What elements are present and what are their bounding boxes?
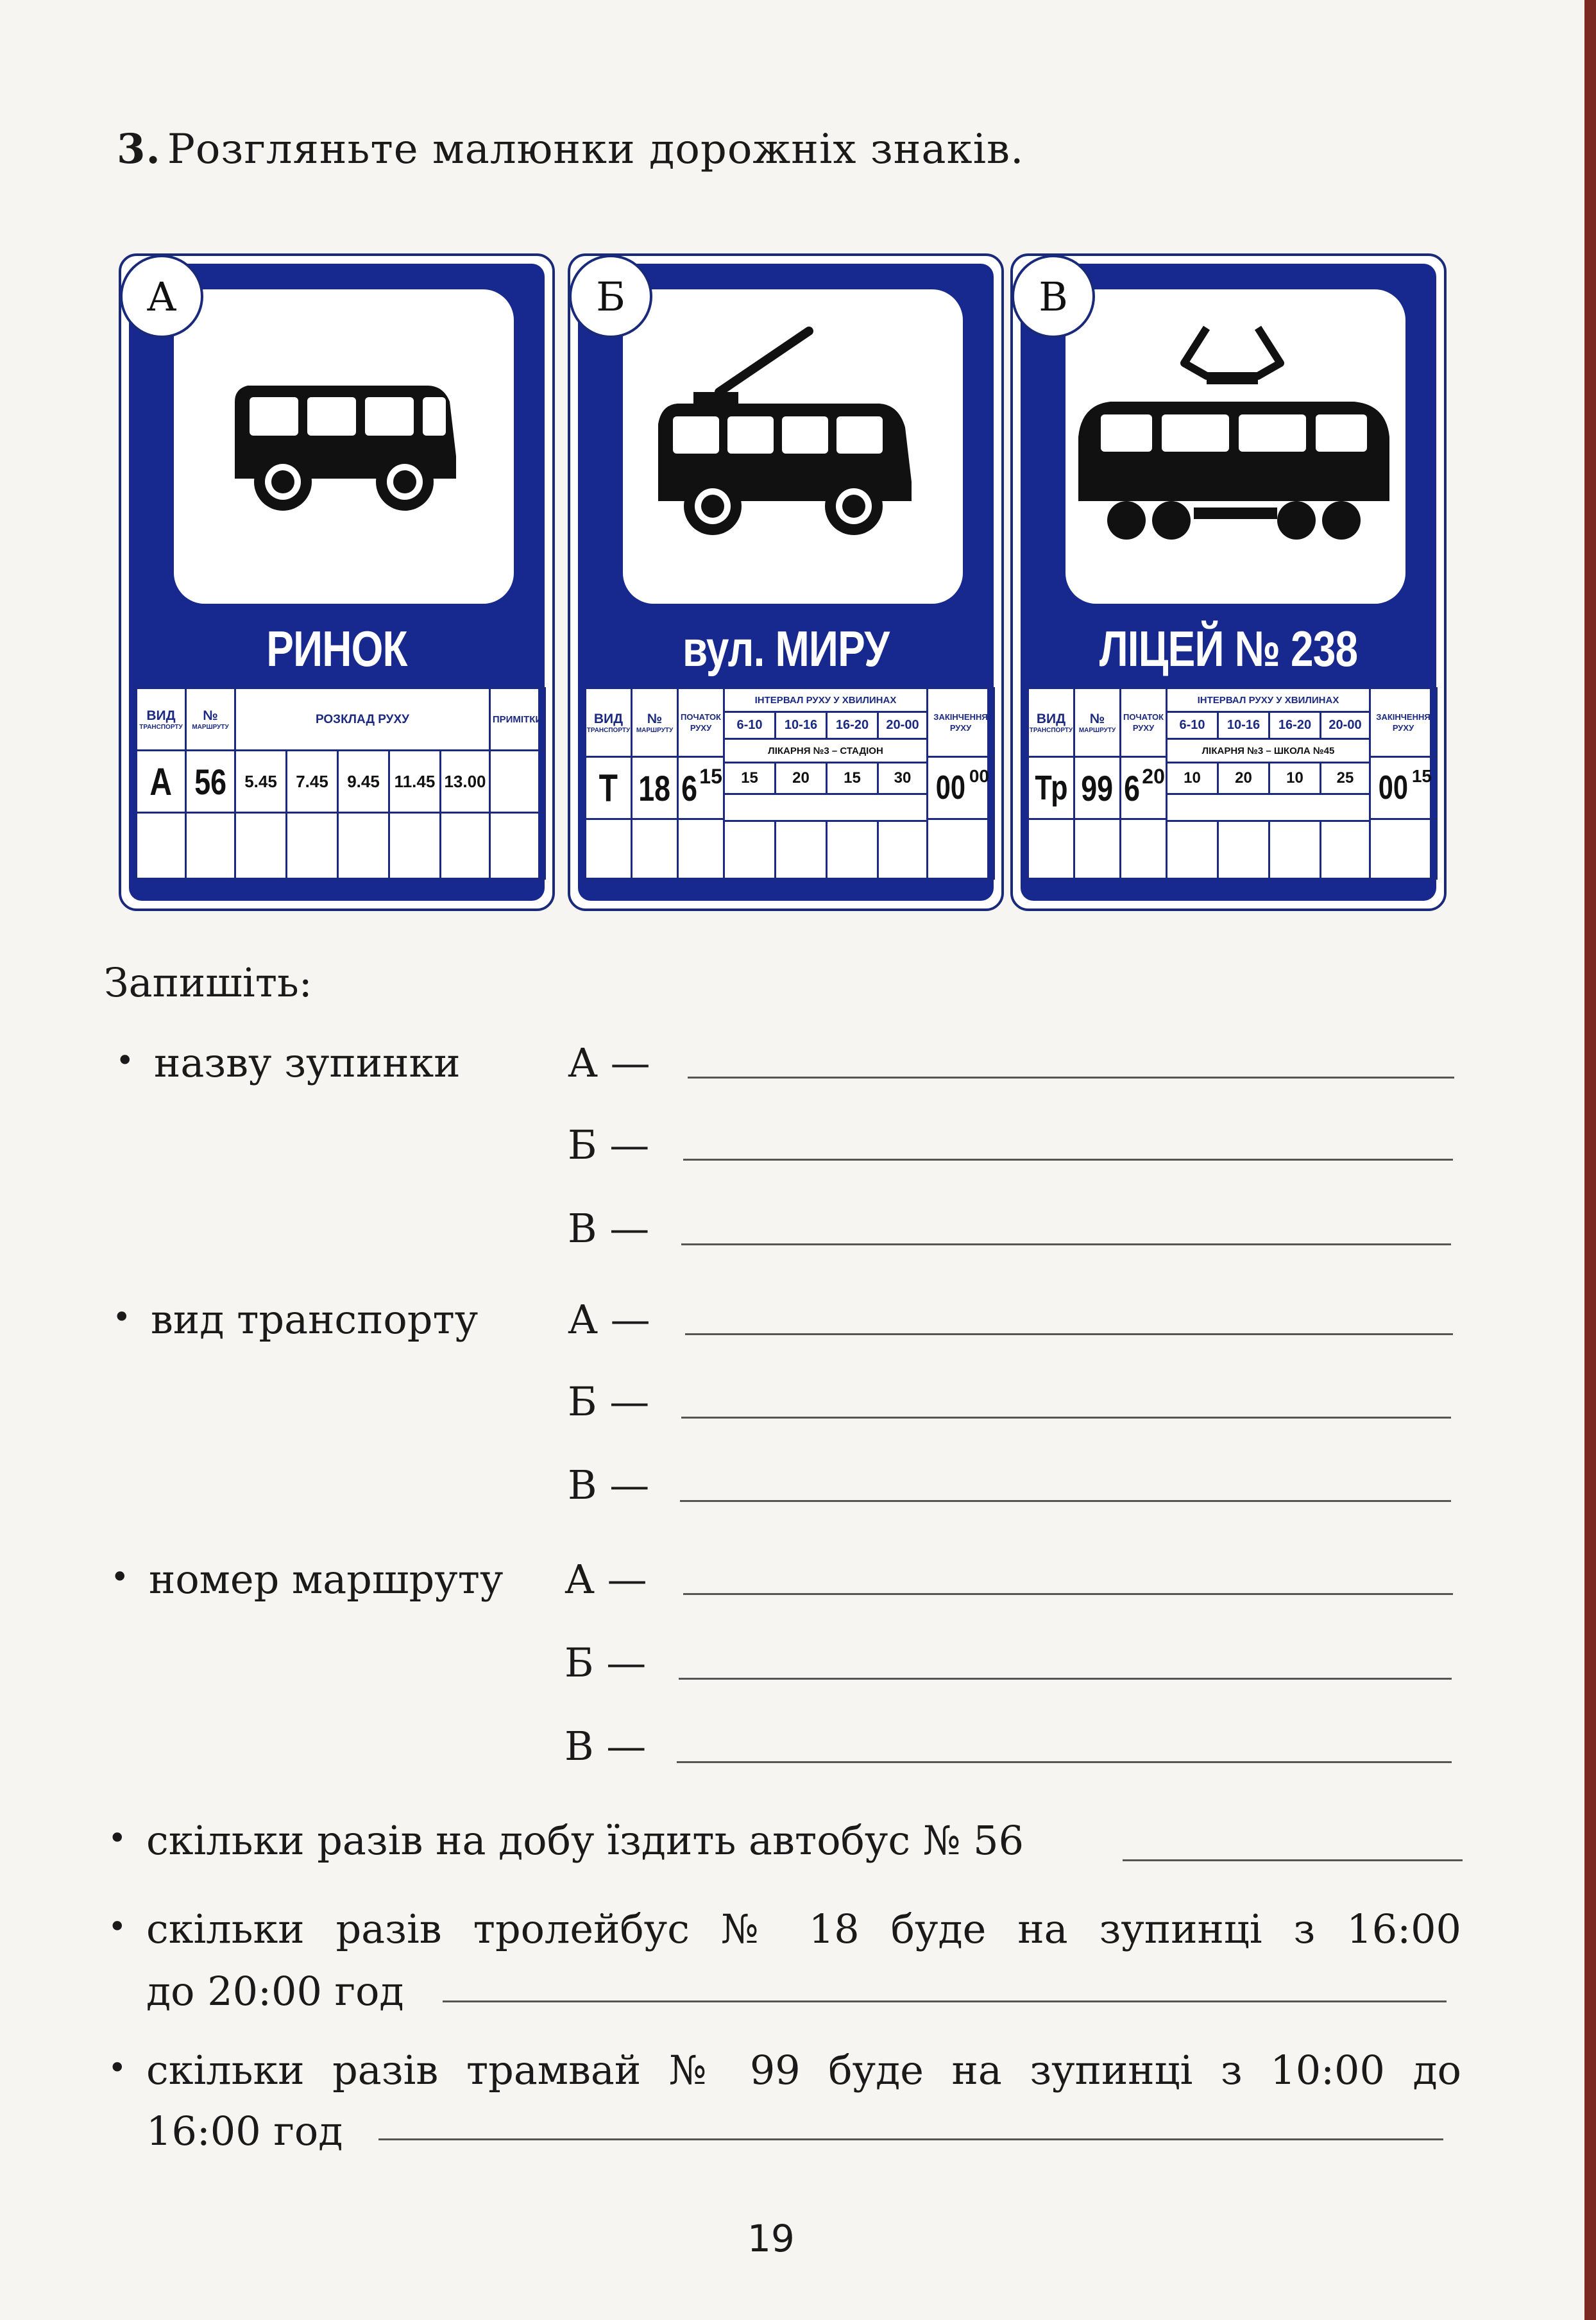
sign-v-schedule-table — [1027, 687, 1430, 880]
header-num: № — [1089, 711, 1105, 726]
sign-b-letter: Б — [569, 255, 652, 338]
task-text: Розгляньте малюнки дорожніх знаків. — [167, 126, 1024, 173]
group-label-stop-name: • назву зупинки — [154, 1039, 461, 1086]
answer-line[interactable] — [680, 1500, 1451, 1502]
sign-v-pictogram — [1065, 289, 1405, 604]
range-2: 10-16 — [774, 711, 828, 740]
sign-v-end-hour: 00 — [1378, 769, 1409, 806]
question-trolleybus-18: • скільки разів тролейбус № 18 буде на зупинці з 16:00 — [146, 1906, 1461, 1952]
sign-a-time-2: 7.45 — [296, 771, 328, 791]
header-interval: ІНТЕРВАЛ РУХУ У ХВИЛИНАХ — [723, 687, 928, 713]
answer-line[interactable] — [683, 1593, 1453, 1595]
header-type-sub: ТРАНСПОРТУ — [586, 726, 631, 734]
answer-letter: А — — [565, 1556, 647, 1603]
sign-v-direction: ЛІКАРНЯ №3 – ШКОЛА №45 — [1166, 738, 1371, 763]
header-type: ВИД — [593, 711, 624, 726]
range-1: 6-10 — [723, 711, 776, 740]
question-tram-99: • скільки разів трамвай № 99 буде на зупинці з 10:00 до — [146, 2047, 1461, 2094]
answer-letter: А — — [568, 1296, 650, 1343]
sign-b-interval-1: 15 — [723, 762, 776, 795]
range-1: 6-10 — [1166, 711, 1219, 740]
sign-v-end-minute: 15 — [1411, 766, 1432, 786]
header-end: ЗАКІНЧЕННЯ РУХУ — [1369, 687, 1438, 758]
sign-a-time-3: 9.45 — [347, 771, 380, 791]
sign-v-route: 99 — [1081, 767, 1114, 808]
header-type: ВИД — [1036, 711, 1066, 726]
answer-line[interactable] — [688, 1077, 1454, 1079]
task-title — [117, 125, 1024, 173]
sign-b-end-minute: 00 — [969, 766, 989, 786]
header-num: № — [647, 711, 663, 726]
header-num-sub: МАРШРУТУ — [636, 726, 674, 734]
question-tram-99-line2: 16:00 год — [146, 2108, 343, 2154]
header-start: ПОЧАТОК РУХУ — [677, 687, 725, 758]
answer-line[interactable] — [679, 1678, 1452, 1680]
sign-a-transport: А — [149, 760, 173, 803]
sign-a-time-4: 11.45 — [394, 771, 436, 791]
sign-a-time-1: 5.45 — [244, 771, 277, 791]
header-type-sub: ТРАНСПОРТУ — [1029, 726, 1073, 734]
range-3: 16-20 — [1268, 711, 1321, 740]
sign-b-stop-name: вул. МИРУ — [682, 620, 890, 677]
sign-b-schedule-table — [584, 687, 987, 880]
answer-line[interactable] — [677, 1761, 1452, 1763]
sign-a-stop-name: РИНОК — [266, 620, 407, 677]
answer-letter: Б — — [568, 1378, 650, 1425]
task-number: 3. — [117, 125, 161, 173]
sign-b-route: 18 — [638, 767, 671, 808]
page-edge — [1584, 0, 1596, 2320]
sign-b-interval-3: 15 — [826, 762, 879, 795]
sign-v-interval-3: 10 — [1268, 762, 1321, 795]
sign-b — [568, 253, 1004, 911]
sign-b-end-hour: 00 — [935, 769, 966, 806]
question-bus-56: • скільки разів на добу їздить автобус № 56 — [146, 1817, 1024, 1864]
answer-line[interactable] — [1123, 1859, 1463, 1861]
range-2: 10-16 — [1217, 711, 1270, 740]
write-heading: Запишіть: — [104, 959, 312, 1006]
sign-v-interval-1: 10 — [1166, 762, 1219, 795]
answer-line[interactable] — [681, 1243, 1451, 1245]
sign-b-pictogram — [623, 289, 963, 604]
sign-v-start-hour: 6 — [1124, 767, 1141, 808]
header-start: ПОЧАТОК РУХУ — [1119, 687, 1167, 758]
header-num-sub: МАРШРУТУ — [1078, 726, 1116, 734]
answer-line[interactable] — [681, 1417, 1451, 1419]
sign-a-pictogram — [174, 289, 514, 604]
group-label-route-number: • номер маршруту — [149, 1556, 503, 1603]
answer-line[interactable] — [683, 1159, 1453, 1161]
answer-letter: Б — — [565, 1639, 647, 1686]
header-num-sub: МАРШРУТУ — [192, 723, 229, 731]
page-number: 19 — [747, 2217, 795, 2260]
group-label-transport-type: • вид транспорту — [151, 1296, 478, 1343]
answer-letter: А — — [568, 1039, 650, 1086]
sign-a-time-5: 13.00 — [444, 771, 486, 791]
sign-a-route: 56 — [194, 761, 226, 802]
sign-v-stop-name: ЛІЦЕЙ № 238 — [1099, 620, 1358, 677]
sign-a-schedule-table — [135, 687, 543, 880]
answer-line[interactable] — [685, 1333, 1453, 1335]
sign-v-transport: Тр — [1034, 769, 1068, 807]
header-type: ВИД — [146, 708, 176, 723]
tram-icon — [1065, 289, 1405, 604]
range-4: 20-00 — [1320, 711, 1371, 740]
range-4: 20-00 — [877, 711, 928, 740]
header-end: ЗАКІНЧЕННЯ РУХУ — [926, 687, 995, 758]
answer-letter: Б — — [568, 1122, 650, 1168]
range-3: 16-20 — [826, 711, 879, 740]
trolleybus-icon — [623, 289, 963, 604]
sign-v-letter: В — [1012, 255, 1095, 338]
answer-letter: В — — [565, 1723, 647, 1770]
question-trolleybus-18-line2: до 20:00 год — [146, 1968, 404, 2015]
sign-v-start-minute: 20 — [1142, 764, 1165, 788]
sign-b-direction: ЛІКАРНЯ №3 – СТАДІОН — [723, 738, 928, 763]
answer-letter: В — — [568, 1462, 650, 1508]
answer-line[interactable] — [443, 2000, 1447, 2002]
header-interval: ІНТЕРВАЛ РУХУ У ХВИЛИНАХ — [1166, 687, 1371, 713]
header-schedule: РОЗКЛАД РУХУ — [234, 687, 491, 751]
bus-icon — [174, 289, 514, 604]
sign-v-interval-2: 20 — [1217, 762, 1270, 795]
sign-b-interval-4: 30 — [877, 762, 928, 795]
header-type-sub: ТРАНСПОРТУ — [139, 723, 183, 731]
sign-b-transport: Т — [598, 766, 618, 810]
sign-a — [119, 253, 555, 911]
sign-b-start-hour: 6 — [681, 767, 698, 808]
answer-letter: В — — [568, 1205, 650, 1252]
sign-a-letter: А — [120, 255, 203, 338]
sign-b-interval-2: 20 — [774, 762, 828, 795]
header-notes: ПРИМІТКИ — [489, 687, 546, 751]
sign-b-start-minute: 15 — [699, 764, 722, 788]
sign-v — [1010, 253, 1447, 911]
sign-v-interval-4: 25 — [1320, 762, 1371, 795]
header-num: № — [203, 708, 218, 723]
answer-line[interactable] — [378, 2138, 1443, 2140]
